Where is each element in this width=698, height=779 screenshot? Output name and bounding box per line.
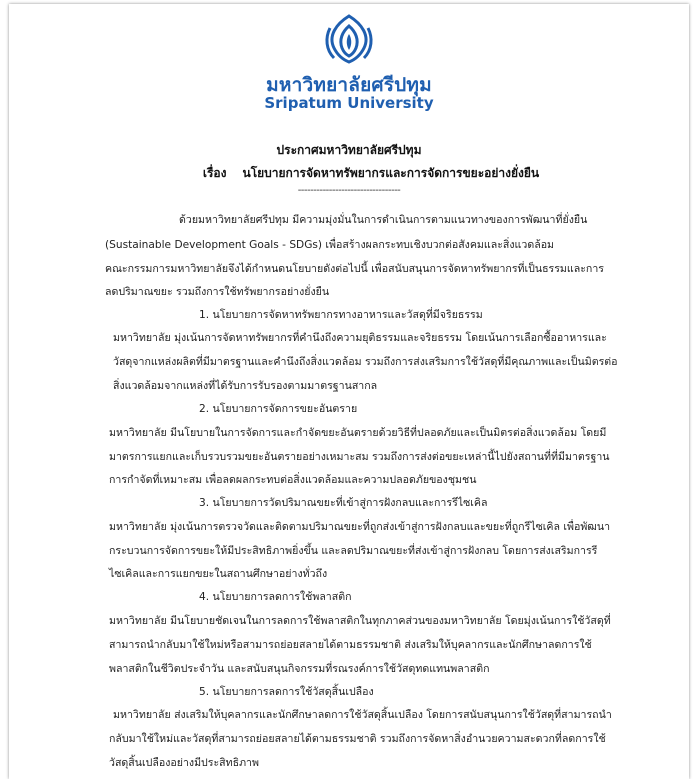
subject-label: เรื่อง xyxy=(202,166,227,180)
policy-title-5: 5. นโยบายการลดการใช้วัสดุสิ้นเปลือง xyxy=(199,686,374,698)
policy-title-3: 3. นโยบายการวัดปริมาณขยะที่เข้าสู่การฝังกลบและการรีไซเคิล xyxy=(199,497,488,509)
lotus-emblem-icon xyxy=(322,12,376,68)
policy-body-line: มหาวิทยาลัย มีนโยบายชัดเจนในการลดการใช้พลาสติกในทุกภาคส่วนของมหาวิทยาลัย โดยมุ่งเน้นการใช้วัสดุที่ xyxy=(109,615,611,627)
policy-body-line: การกำจัดที่เหมาะสม เพื่อลดผลกระทบต่อสิ่งแวดล้อมและความปลอดภัยของชุมชน xyxy=(109,474,477,486)
policy-body-line: กระบวนการจัดการขยะให้มีประสิทธิภาพยิ่งขึ้น และลดปริมาณขยะที่ส่งเข้าสู่การฝังกลบ โดยการส่งเสริมการรี xyxy=(109,545,598,557)
policy-body-line: สามารถนำกลับมาใช้ใหม่หรือสามารถย่อยสลายได้ตามธรรมชาติ ส่งเสริมให้บุคลากรและนักศึกษาลดการใช้ xyxy=(109,639,592,651)
subject-text: นโยบายการจัดหาทรัพยากรและการจัดการขยะอย่างยั่งยืน xyxy=(242,166,540,180)
policy-body-line: มหาวิทยาลัย มุ่งเน้นการจัดหาทรัพยากรที่คำนึงถึงความยุติธรรมและจริยธรรม โดยเน้นการเลือกซื้ออาหารและ xyxy=(113,332,607,344)
policy-body-line: มหาวิทยาลัย มีนโยบายในการจัดการและกำจัดขยะอันตรายด้วยวิธีที่ปลอดภัยและเป็นมิตรต่อสิ่งแวดล้อม โดยมี xyxy=(109,427,607,439)
policy-title-1: 1. นโยบายการจัดหาทรัพยากรทางอาหารและวัสดุที่มีจริยธรรม xyxy=(199,309,483,321)
announcement-title: ประกาศมหาวิทยาลัยศรีปทุม xyxy=(276,143,422,157)
policy-body-line: วัสดุจากแหล่งผลิตที่มีมาตรฐานและคำนึงถึงสิ่งแวดล้อม รวมถึงการส่งเสริมการใช้วัสดุที่มีคุณภาพและเป็นมิตรต่อ xyxy=(113,356,618,368)
policy-title-4: 4. นโยบายการลดการใช้พลาสติก xyxy=(199,591,352,603)
intro-line: ด้วยมหาวิทยาลัยศรีปทุม มีความมุ่งมั่นในการดำเนินการตามแนวทางของการพัฒนาที่ยั่งยืน xyxy=(179,214,588,226)
policy-body-line: กลับมาใช้ใหม่และวัสดุที่สามารถย่อยสลายได้ตามธรรมชาติ รวมถึงการจัดหาสิ่งอำนวยความสะดวกที่ลดการใช้ xyxy=(109,733,606,745)
policy-body-line: วัสดุสิ้นเปลืองอย่างมีประสิทธิภาพ xyxy=(109,757,259,769)
university-name-english: Sripatum University xyxy=(264,94,434,112)
policy-body-line: ไซเคิลและการแยกขยะในสถานศึกษาอย่างทั่วถึง xyxy=(109,568,328,580)
policy-body-line: สิ่งแวดล้อมจากแหล่งที่ได้รับการรับรองตามมาตรฐานสากล xyxy=(113,380,378,392)
document-page xyxy=(9,4,689,779)
intro-line: คณะกรรมการมหาวิทยาลัยจึงได้กำหนดนโยบายดังต่อไปนี้ เพื่อสนับสนุนการจัดหาทรัพยากรที่เป็นธรรมและการ xyxy=(105,263,604,275)
university-name-thai: มหาวิทยาลัยศรีปทุม xyxy=(266,74,432,96)
policy-body-line: มหาวิทยาลัย ส่งเสริมให้บุคลากรและนักศึกษาลดการใช้วัสดุสิ้นเปลือง โดยการสนับสนุนการใช้วัสดุที่สามารถนำ xyxy=(113,709,612,721)
policy-body-line: มาตรการแยกและเก็บรวบรวมขยะอันตรายอย่างเหมาะสม รวมถึงการส่งต่อขยะเหล่านี้ไปยังสถานที่ที่มีมาตรฐาน xyxy=(109,451,610,463)
intro-line: ลดปริมาณขยะ รวมถึงการใช้ทรัพยากรอย่างยั่งยืน xyxy=(105,286,330,298)
divider: --------------------------------- xyxy=(297,185,401,196)
intro-line: (Sustainable Development Goals - SDGs) เพื่อสร้างผลกระทบเชิงบวกต่อสังคมและสิ่งแวดล้อม xyxy=(105,239,555,251)
subject-line xyxy=(31,164,698,183)
policy-title-2: 2. นโยบายการจัดการขยะอันตราย xyxy=(199,403,358,415)
policy-body-line: มหาวิทยาลัย มุ่งเน้นการตรวจวัดและติดตามปริมาณขยะที่ถูกส่งเข้าสู่การฝังกลบและขยะที่ถูกรีไซเคิล เพื่อพัฒนา xyxy=(109,521,611,533)
policy-body-line: พลาสติกในชีวิตประจำวัน และสนับสนุนกิจกรรมที่รณรงค์การใช้วัสดุทดแทนพลาสติก xyxy=(109,663,490,675)
university-logo xyxy=(9,12,689,68)
